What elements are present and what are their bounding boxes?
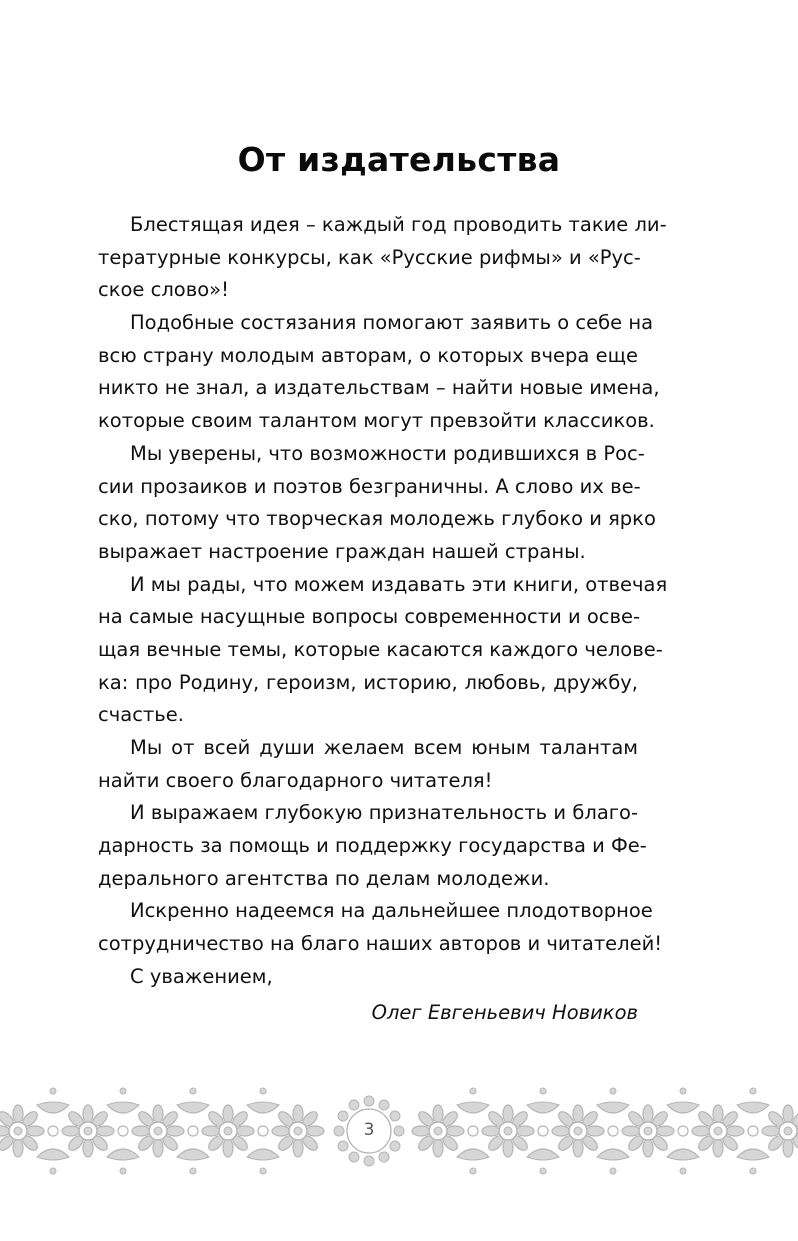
text-line: С уважением, <box>130 964 273 988</box>
text-line: никто не знал, а издательствам – найти новые имена, <box>98 376 660 400</box>
paragraph <box>98 569 668 732</box>
ornament-flower <box>132 1105 184 1157</box>
text-line: дерального агентства по делам молодежи. <box>98 866 550 890</box>
text-line: Мы уверены, что возможности родившихся в Рос- <box>130 441 645 465</box>
paragraph <box>98 797 647 895</box>
paragraph <box>98 307 660 438</box>
text-line: найти своего благодарного читателя! <box>98 768 493 792</box>
text-line: выражает настроение граждан нашей страны. <box>98 539 586 563</box>
text-line: Подобные состязания помогают заявить о себе на <box>130 311 654 335</box>
ornament-flower <box>692 1105 744 1157</box>
ornament-flower <box>762 1105 798 1157</box>
text-line: всю страну молодым авторам, о которых вчера еще <box>98 343 638 367</box>
body-text <box>98 209 668 994</box>
ornament-flower <box>62 1105 114 1157</box>
text-line: Искренно надеемся на дальнейшее плодотворное <box>130 899 653 923</box>
ornament-flower <box>412 1105 464 1157</box>
page-number: 3 <box>363 1120 375 1140</box>
text-line: которые своим талантом могут превзойти классиков. <box>98 409 655 433</box>
text-line: сии прозаиков и поэтов безграничны. А слово их ве- <box>98 474 641 498</box>
page-title: От издательства <box>237 140 561 179</box>
text-line: Мы от всей души желаем всем юным талантам <box>130 736 638 759</box>
text-line: сотрудничество на благо наших авторов и читателей! <box>98 932 663 956</box>
lace-ornament-border <box>0 1082 798 1180</box>
signature: Олег Евгеньевич Новиков <box>371 1001 638 1024</box>
ornament-flower <box>0 1105 44 1157</box>
ornament-flower <box>482 1105 534 1157</box>
ornament-flower <box>622 1105 674 1157</box>
paragraph <box>98 209 667 307</box>
text-line: ское слово»! <box>98 278 229 302</box>
text-line: Блестящая идея – каждый год проводить такие ли- <box>130 213 667 236</box>
text-line: щая вечные темы, которые касаются каждого челове- <box>98 637 663 661</box>
text-line: дарность за помощь и поддержку государства и Фе- <box>98 834 647 858</box>
ornament-flower <box>552 1105 604 1157</box>
paragraph <box>98 895 663 960</box>
ornament-flower <box>272 1105 324 1157</box>
paragraph <box>98 961 638 994</box>
text-line: И мы рады, что можем издавать эти книги, отвечая <box>130 572 668 596</box>
text-line: ско, потому что творческая молодежь глубоко и ярко <box>98 507 656 531</box>
text-line: счастье. <box>98 703 184 727</box>
text-line: ка: про Родину, героизм, историю, любовь, дружбу, <box>98 670 638 694</box>
text-line: на самые насущные вопросы современности и осве- <box>98 605 640 629</box>
paragraph <box>98 732 638 797</box>
ornament-flower <box>202 1105 254 1157</box>
text-line: тературные конкурсы, как «Русские рифмы» и «Рус- <box>98 245 641 269</box>
paragraph <box>98 438 656 569</box>
text-line: И выражаем глубокую признательность и благо- <box>130 801 638 825</box>
